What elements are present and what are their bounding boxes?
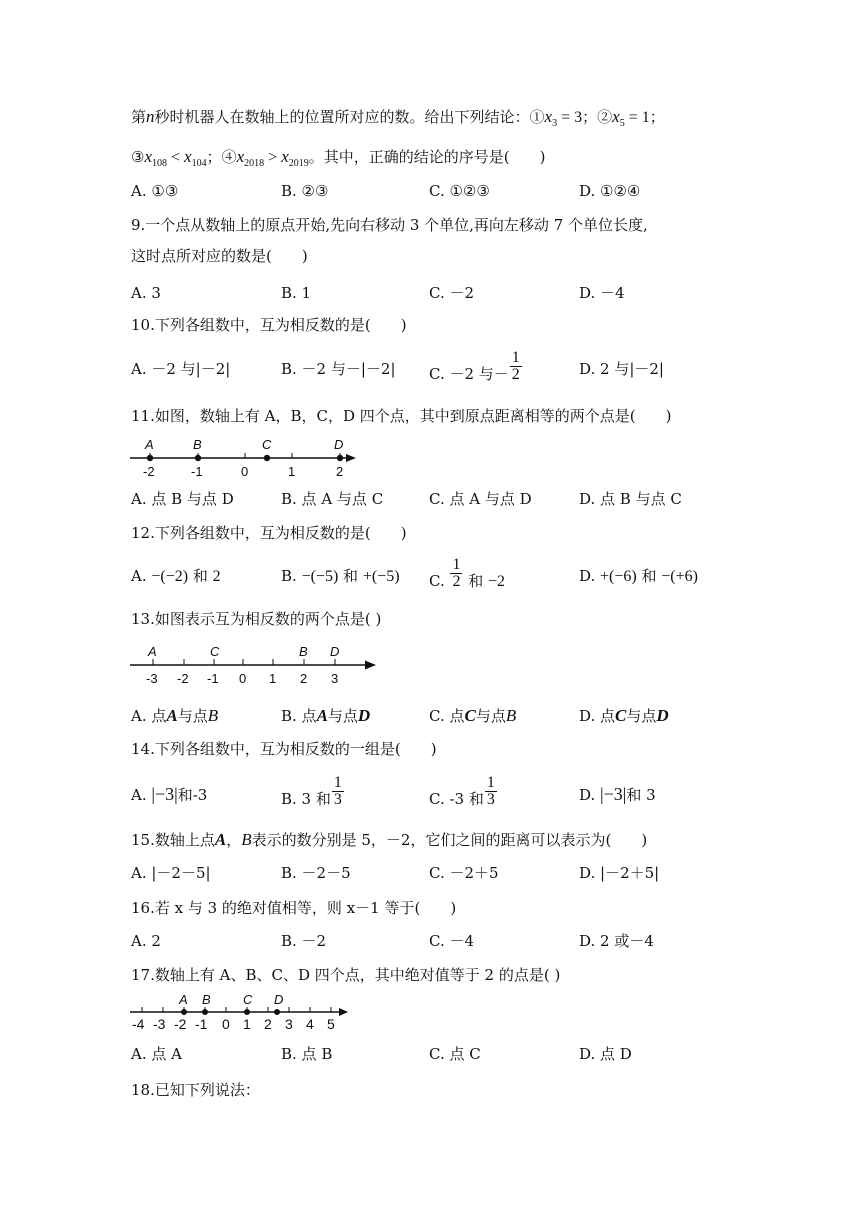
point-name: A [316,706,328,725]
q14-option-d[interactable] [579,783,656,806]
q9-option-c[interactable]: C. －2 [429,284,475,302]
q12-option-d[interactable] [579,565,698,588]
option-prefix: D. [579,786,601,804]
q15-stem [131,829,750,851]
q8-separator: ； [582,108,598,126]
point-a-label: A [145,437,154,452]
point-d-label: D [274,992,284,1007]
point-d-label: D [330,644,340,659]
q14-a-abs-value: |−3| [151,784,178,804]
q9-option-b[interactable]: B. 1 [281,284,312,302]
q8-var: x [281,147,289,166]
q8-conclusion-4-marker: ④ [221,148,237,166]
option-prefix: C. 点 [429,707,465,725]
tick-label: -2 [177,671,189,686]
point-b-label: B [299,644,308,659]
option-connector: 与点 [475,707,506,725]
q14-c-fraction [485,775,497,808]
q11-option-c[interactable]: C. 点 A 与点 D [429,490,532,508]
point-a-label: A [148,644,157,659]
q10-option-d[interactable]: D. 2 与|－2| [579,360,664,378]
option-prefix: B. 3 和 [281,789,331,808]
q12-d-expression-1: +(−6) [600,568,637,585]
point-c-dot [244,1009,250,1015]
fraction-numerator: 1 [333,774,342,791]
q17-option-d[interactable]: D. 点 D [579,1045,632,1063]
q13-option-d[interactable] [579,705,669,727]
point-name: C [464,706,476,725]
q8-relation: = 3 [557,109,583,126]
point-name: B [241,830,252,849]
point-c-label: C [243,992,253,1007]
point-name: D [656,706,669,725]
tick-label: -1 [195,1016,208,1032]
tick-label: -3 [153,1016,166,1032]
q8-option-b[interactable]: B. ②③ [281,182,329,200]
q15-text: 15.数轴上点 [131,831,215,849]
tick-label: -4 [132,1016,145,1032]
q12-connector: 和 [188,567,213,585]
q14-option-a[interactable] [131,783,207,806]
q8-separator: ； [206,148,222,166]
q8-var: x [184,147,192,166]
tick-label: -2 [143,464,155,479]
point-a-dot [147,455,153,461]
q8-conclusion-1-marker: ① [529,108,545,126]
option-prefix: B. 点 [281,707,317,725]
q10-option-c[interactable] [429,350,523,383]
q13-option-c[interactable] [429,705,516,727]
q8-subscript: 5 [619,118,625,129]
tick-label: -3 [146,671,158,686]
q13-option-b[interactable] [281,705,370,727]
fraction-denominator: 3 [486,791,495,808]
q12-option-a[interactable] [131,565,221,588]
q8-var: x [144,147,152,166]
q8-conclusion-2-marker: ② [597,108,613,126]
point-b-dot [202,1009,208,1015]
q10-option-a[interactable]: A. －2 与|－2| [131,360,231,378]
q12-options [131,557,751,597]
q8-separator: ； [649,108,665,126]
q12-stem: 12.下列各组数中，互为相反数的是( ) [131,524,407,542]
q14-option-c[interactable] [429,775,498,808]
q15-option-d[interactable]: D. |－2＋5| [579,864,660,882]
q11-option-b[interactable]: B. 点 A 与点 C [281,490,384,508]
q10-option-b[interactable]: B. －2 与－|－2| [281,360,396,378]
q12-connector: 和 [338,567,363,585]
q9-stem-line2: 这时点所对应的数是( ) [131,247,308,265]
q14-option-b[interactable] [281,775,345,808]
q13-option-a[interactable] [131,705,218,727]
q12-connector: 和 [463,571,489,590]
q16-option-d[interactable]: D. 2 或－4 [579,932,654,950]
q8-subscript: 2019 [288,158,309,169]
q15-text: 表示的数分别是 5，－2，它们之间的距离可以表示为( ) [251,831,648,849]
q15-option-b[interactable]: B. －2－5 [281,864,351,882]
q14-stem: 14.下列各组数中，互为相反数的一组是( ) [131,740,437,758]
tick-label: -2 [174,1016,187,1032]
q8-var-n: n [146,107,155,126]
q10-options [131,350,751,390]
option-connector: 与点 [327,707,358,725]
q17-number-line [128,994,354,1036]
point-a-dot [181,1009,187,1015]
q12-connector: 和 [636,567,662,585]
option-prefix: D. [579,567,601,585]
tick-label: 0 [239,671,247,686]
q17-option-c[interactable]: C. 点 C [429,1045,481,1063]
q8-subscript: 3 [552,118,558,129]
q8-subscript: 104 [191,158,207,169]
point-c-label: C [262,437,272,452]
q17-options [131,1043,751,1083]
q9-option-a[interactable]: A. 3 [131,284,161,302]
q12-d-expression-2: −(+6) [661,568,698,585]
point-name: A [166,706,178,725]
q8-var: x [544,107,553,126]
tick-label: -1 [207,671,219,686]
q9-option-d[interactable]: D. －4 [579,284,625,302]
q8-line1 [131,106,750,135]
q12-option-b[interactable] [281,565,400,588]
point-name: C [615,706,627,725]
q8-conclusion-3-marker: ③ [131,148,145,166]
point-b-label: B [193,437,202,452]
option-prefix: D. 点 [579,707,616,725]
q8-var: x [612,107,620,126]
tick-label: 0 [222,1016,230,1032]
tick-label: 1 [269,671,277,686]
q8-option-c[interactable]: C. ①②③ [429,182,490,200]
point-d-dot [337,455,343,461]
q15-text: ， [226,831,242,849]
q8-option-a[interactable]: A. ①③ [131,182,179,200]
tick-label: 1 [288,464,296,479]
q8-var: x [236,147,245,166]
q16-option-b[interactable]: B. －2 [281,932,327,950]
tick-label: 3 [331,671,339,686]
q8-text: 第 [131,108,147,126]
axis-arrow [339,1008,348,1016]
q11-option-d[interactable]: D. 点 B 与点 C [579,490,682,508]
point-c-dot [264,455,270,461]
q16-option-a[interactable]: A. 2 [131,932,161,950]
q10-option-c-fraction [510,350,522,383]
point-name: A [214,830,227,849]
option-connector: 与点 [626,707,657,725]
option-prefix: C. -3 和 [429,789,484,808]
q16-stem: 16.若 x 与 3 的绝对值相等，则 x－1 等于( ) [131,899,457,917]
tick-label: -1 [191,464,203,479]
q9-stem-line1: 9.一个点从数轴上的原点开始,先向右移动 3 个单位,再向左移动 7 个单位长度, [131,216,648,234]
q8-subscript: 2018 [244,158,265,169]
q13-number-line [128,641,380,689]
q12-c-value: −2 [488,572,506,590]
q8-text: 秒时机器人在数轴上的位置所对应的数。给出下列结论： [154,108,530,126]
q12-a-expression: −(−2) [151,568,189,585]
tick-label: 5 [327,1016,335,1032]
q12-a-value: 2 [212,568,221,585]
tick-label: 2 [336,464,344,479]
q8-relation: = 1 [624,109,650,126]
q14-options [131,775,751,815]
tick-label: 1 [243,1016,251,1032]
q15-option-a[interactable]: A. |－2－5| [131,864,211,882]
q12-c-fraction [450,557,462,590]
point-d-dot [274,1009,280,1015]
point-name: B [505,706,517,725]
q14-d-abs-value: |−3| [600,784,627,804]
q8-line2 [131,146,750,175]
q18-stem: 18.已知下列说法： [131,1081,260,1099]
option-connector: 与点 [177,707,208,725]
q10-option-c-prefix: C. －2 与－ [429,364,509,383]
option-prefix: A. 点 [131,707,167,725]
fraction-numerator: 1 [511,349,520,366]
q11-number-line [128,434,364,482]
q14-d-rest: 和 3 [626,786,656,804]
fraction-numerator: 1 [486,774,495,791]
q15-option-c[interactable]: C. －2＋5 [429,864,499,882]
q8-question-end: 。其中，正确的结论的序号是( ) [308,148,546,166]
point-d-label: D [334,437,344,452]
q17-stem: 17.数轴上有 A、B、C、D 四个点，其中绝对值等于 2 的点是( ) [131,966,561,984]
tick-label: 2 [300,671,308,686]
q17-option-a[interactable]: A. 点 A [131,1045,182,1063]
fraction-denominator: 2 [452,573,461,590]
point-c-label: C [210,644,220,659]
q17-option-b[interactable]: B. 点 B [281,1045,333,1063]
option-prefix: C. [429,571,450,590]
q14-a-rest: 和-3 [177,786,208,804]
q8-relation: < [167,149,185,166]
q16-option-c[interactable]: C. －4 [429,932,475,950]
q12-option-c[interactable] [429,557,505,590]
q8-subscript: 108 [152,158,167,169]
point-b-dot [195,455,201,461]
axis-arrow [365,661,376,670]
tick-label: 2 [264,1016,272,1032]
fraction-denominator: 3 [333,791,342,808]
point-b-label: B [202,992,211,1007]
q11-stem: 11.如图，数轴上有 A，B，C，D 四个点，其中到原点距离相等的两个点是( ) [131,407,672,425]
q13-stem: 13.如图表示互为相反数的两个点是( ) [131,610,382,628]
tick-label: 4 [306,1016,314,1032]
q14-b-fraction [332,775,344,808]
q8-option-d[interactable]: D. ①②④ [579,182,641,200]
tick-label: 3 [285,1016,293,1032]
tick-label: 0 [241,464,249,479]
point-name: D [357,706,371,725]
axis-arrow [346,454,356,462]
option-prefix: B. [281,567,302,585]
point-a-label: A [179,992,188,1007]
q12-b-expression-1: −(−5) [301,568,339,585]
fraction-numerator: 1 [452,556,461,573]
option-prefix: A. [131,567,152,585]
q10-stem: 10.下列各组数中，互为相反数的是( ) [131,316,407,334]
fraction-denominator: 2 [511,366,520,383]
q15-options [131,862,751,902]
option-prefix: A. [131,786,152,804]
q12-b-expression-2: +(−5) [362,568,400,585]
point-name: B [207,706,219,725]
q8-relation: > [264,149,282,166]
q11-option-a[interactable]: A. 点 B 与点 D [131,490,234,508]
